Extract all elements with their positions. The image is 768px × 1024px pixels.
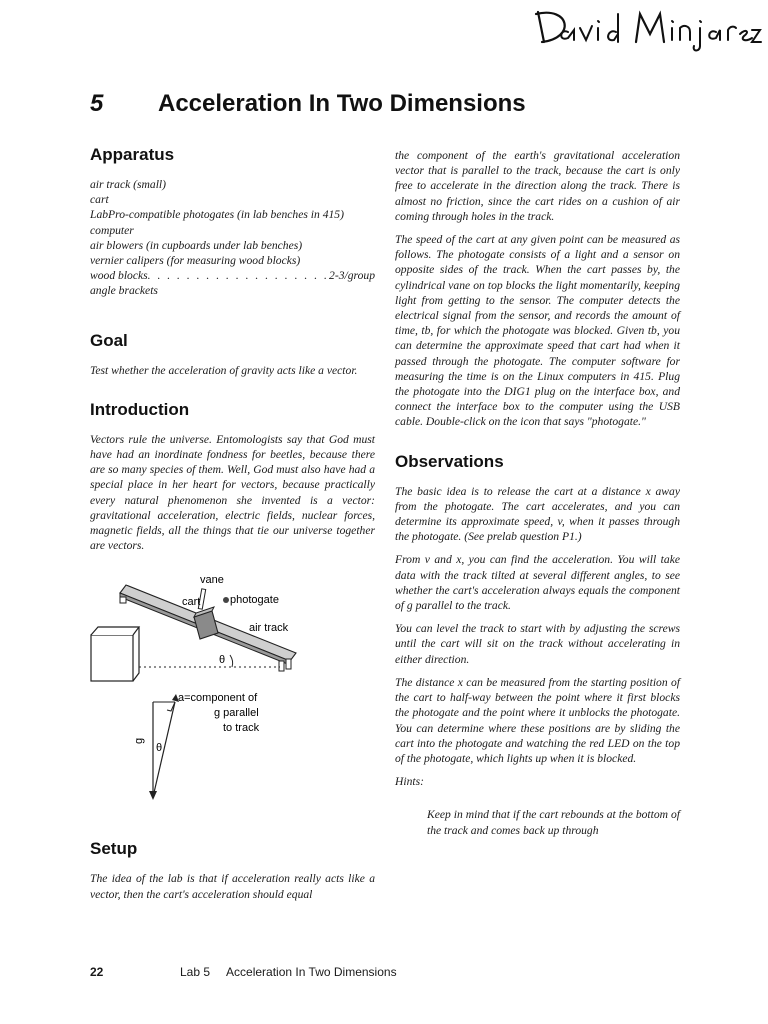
wood-block-side	[133, 627, 139, 681]
apparatus-item: air blowers (in cupboards under lab benches)	[90, 238, 303, 252]
observations-paragraph: You can level the track to start with by adjusting the screws until the cart will sit on the track without accelerating in either direction.	[395, 622, 680, 666]
observations-heading: Observations	[395, 451, 504, 471]
track-foot	[279, 661, 284, 671]
chapter-heading	[90, 90, 526, 118]
goal-heading: Goal	[90, 330, 128, 350]
left-column	[90, 145, 375, 920]
label-theta-2: θ	[156, 742, 163, 755]
chapter-number: 5	[90, 90, 104, 117]
wood-blocks-label: wood blocks	[90, 269, 148, 283]
introduction-text: Vectors rule the universe. Entomologists say that God must have had an inordinate fondness for beetles, because there are so many species of them. Well, God must also have had a special place in her heart for vectors, because practically every natural phenomenon she invented is a vector: gravitational acceleration, electric fields, nuclear forces, magnetic fields, all the things that tie our universe together are vectors.	[90, 432, 375, 553]
wood-blocks-qty: 2-3/group	[329, 269, 375, 283]
leader-dots	[148, 268, 329, 283]
setup-section	[90, 839, 375, 901]
apparatus-heading: Apparatus	[90, 145, 175, 164]
right-column	[395, 148, 680, 846]
label-theta: θ	[219, 654, 226, 667]
setup-text: The idea of the lab is that if acceleration really acts like a vector, then the cart's acceleration should equal	[90, 872, 375, 901]
introduction-heading: Introduction	[90, 399, 190, 419]
hint-text: Keep in mind that if the cart rebounds at the bottom of the track and comes back up through	[427, 808, 680, 837]
track-foot	[120, 597, 126, 603]
setup-heading: Setup	[90, 839, 138, 859]
page-footer	[90, 965, 397, 979]
label-a-component: a=component of	[178, 692, 258, 705]
apparatus-item: cart	[90, 193, 109, 207]
observations-section	[395, 452, 680, 838]
chapter-title: Acceleration In Two Dimensions	[158, 90, 526, 117]
wood-block-top	[91, 627, 139, 635]
observations-paragraph: The basic idea is to release the cart at a distance x away from the photogate. The cart accelerates, and you can determine its approximate speed, v, when it passes through the photogate. (See prelab question P1.)	[395, 484, 680, 544]
label-cart: cart	[182, 596, 201, 609]
apparatus-item: computer	[90, 223, 134, 237]
apparatus-item: air track (small)	[90, 178, 166, 191]
introduction-section	[90, 400, 375, 554]
setup-continuation: the component of the earth's gravitational acceleration vector that is parallel to the track, because the cart is only free to accelerate in the direction along the track. There is almost no friction, since the cart rides on a cushion of air coming through holes in the track.	[395, 149, 680, 223]
label-g: g	[133, 738, 145, 745]
goal-section	[90, 331, 375, 378]
running-head: Lab 5 Acceleration In Two Dimensions	[180, 965, 397, 979]
goal-text: Test whether the acceleration of gravity acts like a vector.	[90, 363, 358, 377]
speed-paragraph: The speed of the cart at any given point can be measured as follows. The photogate consists of a light and a sensor on opposite sides of the track. When the cart passes by, the cylindrical vane on top blocks the light momentarily, keeping light from getting to the sensor. The computer detects the electrical signal from the sensor, and records the amount of time, tb, for which the photogate was blocked. Given tb, you can determine the approximate speed that cart had when it passed through the photogate. The computer software for measuring the time is on the Linux computers in 415. Plug the photogate into the DIG1 plug on the interface box, and connect the interface box to the computer using the USB cable. Double-click on the icon that says "photogate."	[395, 233, 680, 429]
label-air-track: air track	[249, 622, 289, 635]
photogate-symbol	[223, 597, 229, 603]
wood-block	[91, 635, 133, 681]
apparatus-section	[90, 145, 375, 299]
handwritten-signature	[530, 2, 762, 54]
apparatus-item: vernier calipers (for measuring wood blocks)	[90, 254, 301, 268]
page-number: 22	[90, 965, 104, 979]
label-vane: vane	[200, 574, 224, 587]
label-to-track: to track	[223, 722, 260, 735]
label-photogate: photogate	[230, 594, 279, 607]
apparatus-item: angle brackets	[90, 284, 158, 298]
apparatus-item-wood-blocks	[90, 268, 375, 283]
angle-arc	[230, 655, 233, 667]
observations-paragraph: The distance x can be measured from the starting position of the cart to half-way between the point where it first blocks the photogate and the point where it unblocks the photogate. You can determine where these positions are by sliding the cart into the photogate and watching the red LED on the top of the photogate, which lights up when it is blocked.	[395, 675, 680, 765]
air-track-figure	[90, 571, 375, 831]
track-foot	[286, 659, 291, 669]
label-g-parallel: g parallel	[214, 707, 259, 720]
apparatus-item: LabPro-compatible photogates (in lab benches in 415)	[90, 208, 344, 222]
observations-paragraph: From v and x, you can find the acceleration. You will take data with the track tilted at several different angles, to see whether the cart's acceleration always equals the component of g parallel to the track.	[395, 553, 680, 613]
hints-label: Hints:	[395, 775, 424, 789]
